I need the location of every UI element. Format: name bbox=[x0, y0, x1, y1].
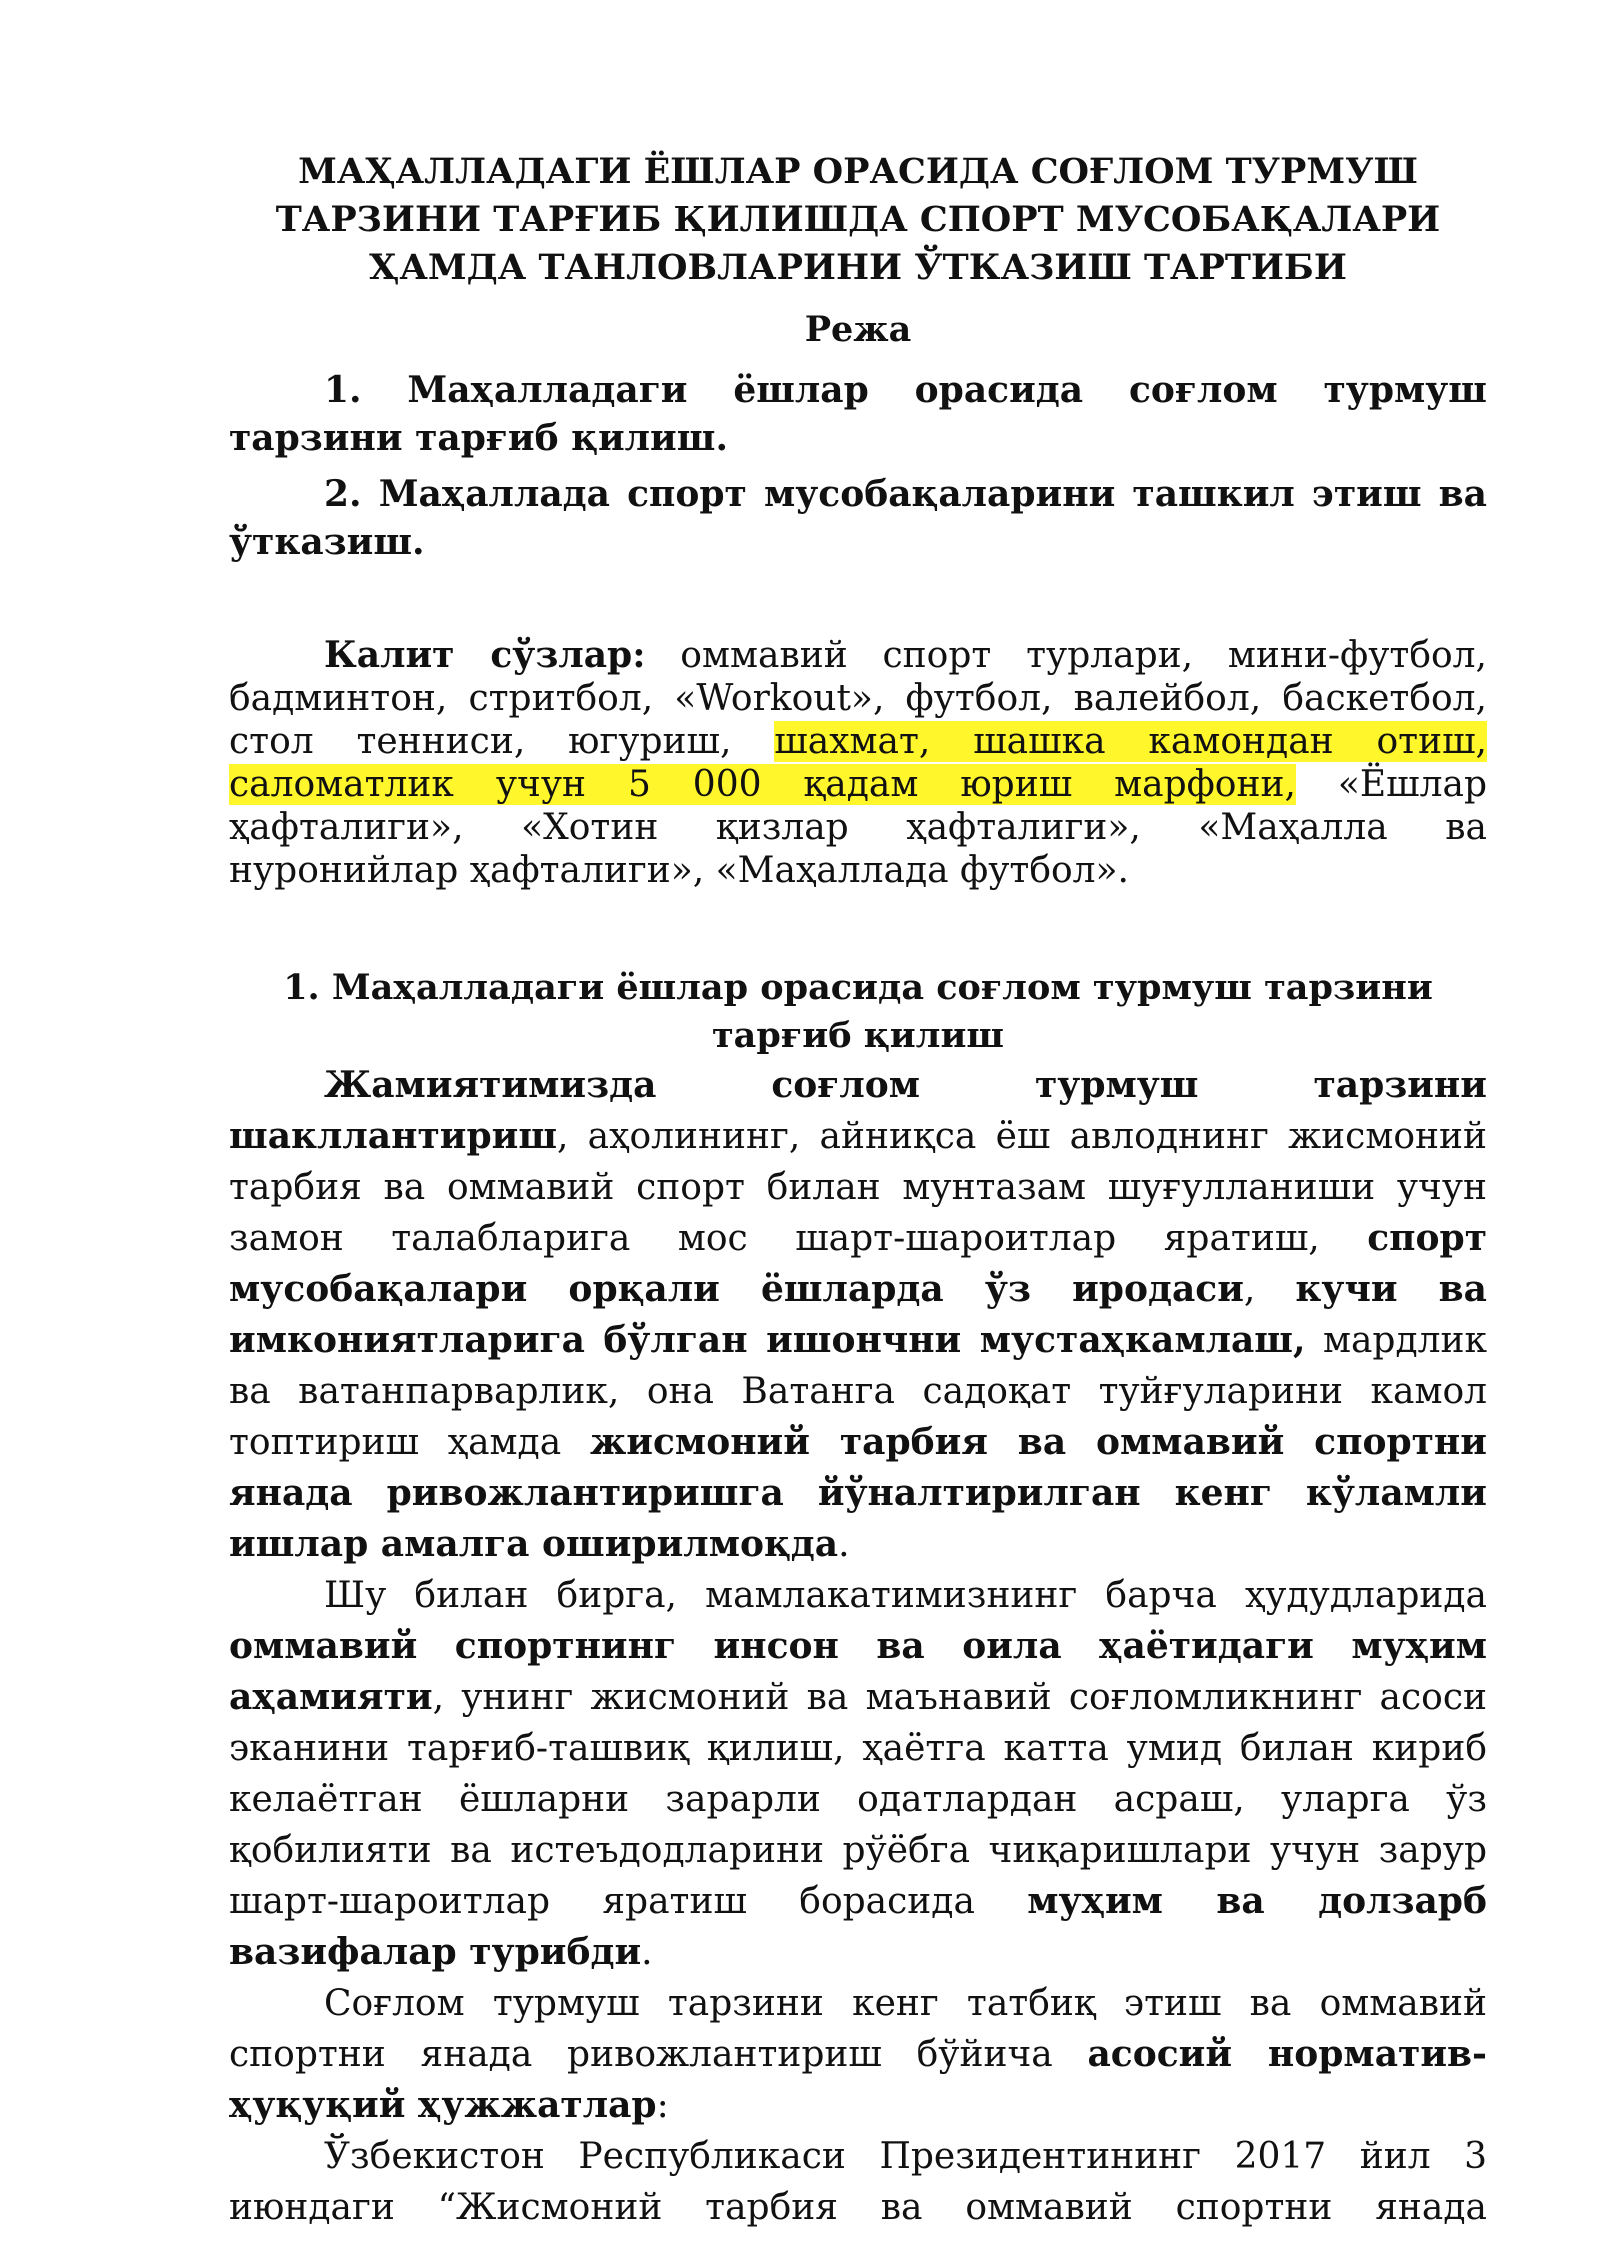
section-1-heading: 1. Маҳалладаги ёшлар орасида соғлом турмуш тарзини тарғиб қилиш bbox=[283, 967, 1433, 1056]
keywords-highlighted-text: шахмат, шашка камондан отиш, саломатлик учун 5 000 қадам юриш марфони, bbox=[229, 721, 1487, 805]
p2-bold-1: оммавий спортнинг инсон ва оила ҳаётидаги муҳим аҳамияти bbox=[229, 1625, 1487, 1718]
plan-item-1: 1. Маҳалладаги ёшлар орасида соғлом турмуш тарзини тарғиб қилиш. bbox=[229, 369, 1487, 459]
p2-text-1: Шу билан бирга, мамлакатимизнинг барча ҳудудларида bbox=[324, 1575, 1487, 1616]
section-1-paragraph-2 bbox=[229, 1570, 1487, 1978]
keywords-paragraph bbox=[229, 634, 1487, 892]
document-body bbox=[229, 148, 1487, 2233]
p3-text-2: : bbox=[656, 2085, 669, 2126]
keywords-label: Калит сўзлар: bbox=[324, 634, 646, 676]
p1-bold-1: Жамиятимизда соғлом турмуш тарзини шакллантириш bbox=[229, 1064, 1487, 1157]
section-1-paragraph-1 bbox=[229, 1060, 1487, 1570]
p1-text-1: , аҳолининг, айниқса ёш авлоднинг жисмоний тарбия ва оммавий спорт билан мунтазам шуғулланиши учун замон талабларига мос шарт-шароитлар яратиш, bbox=[229, 1116, 1487, 1259]
p3-bold-1: асосий норматив-ҳуқуқий ҳужжатлар bbox=[229, 2033, 1487, 2126]
keywords-text-after: «Ёшлар ҳафталиги», «Хотин қизлар ҳафталиги», «Маҳалла ва нуронийлар ҳафталиги», «Маҳаллада футбол». bbox=[229, 764, 1487, 891]
plan-heading: Режа bbox=[804, 309, 912, 350]
keywords-text-before: оммавий спорт турлари, мини-футбол, бадминтон, стритбол, «Workout», футбол, валейбол, баскетбол, стол тенниси, югуриш, bbox=[229, 635, 1487, 762]
p1-bold-3: кучи ва имкониятларига бўлган ишончни мустаҳкамлаш, bbox=[229, 1268, 1488, 1361]
p1-bold-2: спорт мусобақалари орқали ёшларда ўз иродаси bbox=[229, 1217, 1487, 1310]
document-title: МАҲАЛЛАДАГИ ЁШЛАР ОРАСИДА СОҒЛОМ ТУРМУШ ТАРЗИНИ ТАРҒИБ ҚИЛИШДА СПОРТ МУСОБАҚАЛАРИ ҲАМДА ТАНЛОВЛАРИНИ ЎТКАЗИШ ТАРТИБИ bbox=[275, 151, 1441, 288]
p1-text-2: , bbox=[1243, 1269, 1296, 1310]
p1-bold-4: жисмоний тарбия ва оммавий спортни янада ривожлантиришга йўналтирилган кенг кўламли ишлар амалга оширилмоқда bbox=[229, 1421, 1487, 1565]
p2-text-3: . bbox=[641, 1932, 653, 1973]
p2-text-2: , унинг жисмоний ва маънавий соғломликнинг асоси эканини тарғиб-ташвиқ қилиш, ҳаётга катта умид билан кириб келаётган ёшларни зарарли одатлардан асраш, уларга ўз қобилияти ва истеъдодларини рўёбга чиқаришлари учун зарур шарт-шароитлар яратиш борасида bbox=[229, 1677, 1487, 1922]
p4-text-1: Ўзбекистон Республикаси Президентининг 2017 йил 3 июндаги “Жисмоний тарбия ва оммавий спортни янада bbox=[229, 2136, 1487, 2228]
plan-item-2: 2. Маҳаллада спорт мусобақаларини ташкил этиш ва ўтказиш. bbox=[229, 473, 1487, 563]
section-1-paragraph-3 bbox=[229, 1978, 1487, 2131]
p1-text-4: . bbox=[838, 1524, 850, 1565]
section-1-paragraph-4 bbox=[229, 2131, 1487, 2233]
p3-text-1: Соғлом турмуш тарзини кенг татбиқ этиш ва оммавий спортни янада ривожлантириш бўйича bbox=[229, 1983, 1487, 2075]
p1-text-3: мардлик ва ватанпарварлик, она Ватанга садоқат туйғуларини камол топтириш ҳамда bbox=[229, 1320, 1487, 1463]
p2-bold-2: муҳим ва долзарб вазифалар турибди bbox=[229, 1880, 1487, 1973]
